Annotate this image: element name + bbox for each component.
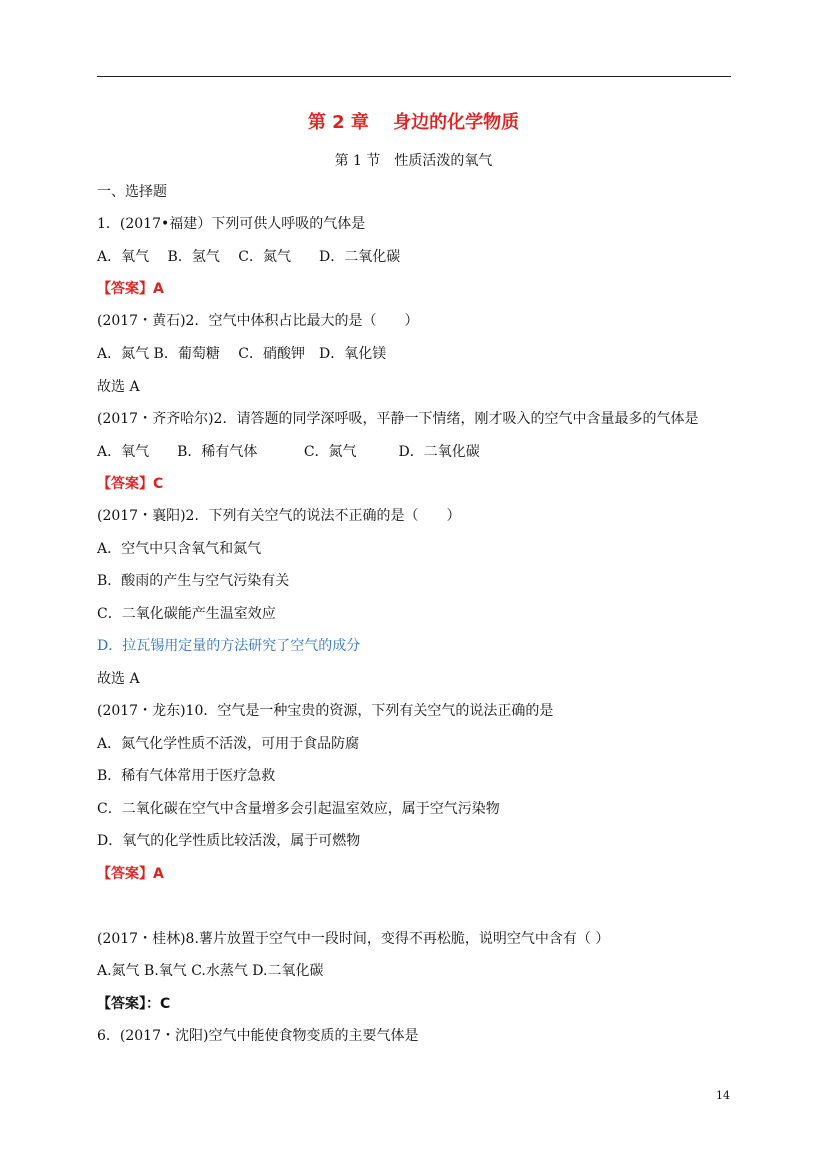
answer-line: 【答案】C bbox=[97, 476, 164, 492]
option-line: D．氧气的化学性质比较活泼，属于可燃物 bbox=[97, 833, 361, 849]
option-line: A．空气中只含氧气和氮气 bbox=[97, 541, 262, 557]
question-line: (2017・桂林)8.薯片放置于空气中一段时间，变得不再松脆，说明空气中含有（ ） bbox=[97, 931, 610, 947]
option-line: A．氮气化学性质不活泼，可用于食品防腐 bbox=[97, 736, 360, 752]
question-line: (2017・襄阳)2．下列有关空气的说法不正确的是（ ） bbox=[97, 508, 461, 524]
answer-line: 故选 A bbox=[97, 379, 140, 395]
question-line: (2017・黄石)2．空气中体积占比最大的是（ ） bbox=[97, 313, 419, 329]
header-rule bbox=[97, 76, 731, 77]
question-line: 1．(2017•福建）下列可供人呼吸的气体是 bbox=[97, 216, 366, 232]
option-line: A．氧气 B．稀有气体 C．氮气 D．二氧化碳 bbox=[97, 444, 480, 460]
option-line: B．稀有气体常用于医疗急救 bbox=[97, 768, 276, 784]
heading-choice: 一、选择题 bbox=[97, 184, 167, 200]
option-line: B．酸雨的产生与空气污染有关 bbox=[97, 573, 290, 589]
option-line: D．拉瓦锡用定量的方法研究了空气的成分 bbox=[97, 638, 361, 654]
question-line: (2017・齐齐哈尔)2．请答题的同学深呼吸，平静一下情绪，刚才吸入的空气中含量最多的气体是 bbox=[97, 411, 699, 427]
option-line: A．氮气 B．葡萄糖 C．硝酸钾 D．氧化镁 bbox=[97, 346, 387, 362]
option-line: A．氧气 B．氢气 C．氮气 D．二氧化碳 bbox=[97, 249, 401, 265]
option-line: C．二氧化碳能产生温室效应 bbox=[97, 606, 276, 622]
question-line: 6．(2017・沈阳)空气中能使食物变质的主要气体是 bbox=[97, 1028, 419, 1044]
answer-line: 【答案】A bbox=[97, 281, 164, 297]
answer-line: 故选 A bbox=[97, 671, 140, 687]
section-title: 第 1 节 性质活泼的氧气 bbox=[334, 153, 493, 169]
option-line: C．二氧化碳在空气中含量增多会引起温室效应，属于空气污染物 bbox=[97, 801, 500, 817]
page-number: 14 bbox=[716, 1089, 730, 1102]
option-line: A.氮气 B.氧气 C.水蒸气 D.二氧化碳 bbox=[97, 963, 324, 979]
answer-line: 【答案】A bbox=[97, 866, 164, 882]
question-line: (2017・龙东)10．空气是一种宝贵的资源，下列有关空气的说法正确的是 bbox=[97, 703, 554, 719]
chapter-title: 第 2 章 身边的化学物质 bbox=[307, 112, 520, 133]
answer-line: 【答案】：C bbox=[97, 996, 171, 1012]
